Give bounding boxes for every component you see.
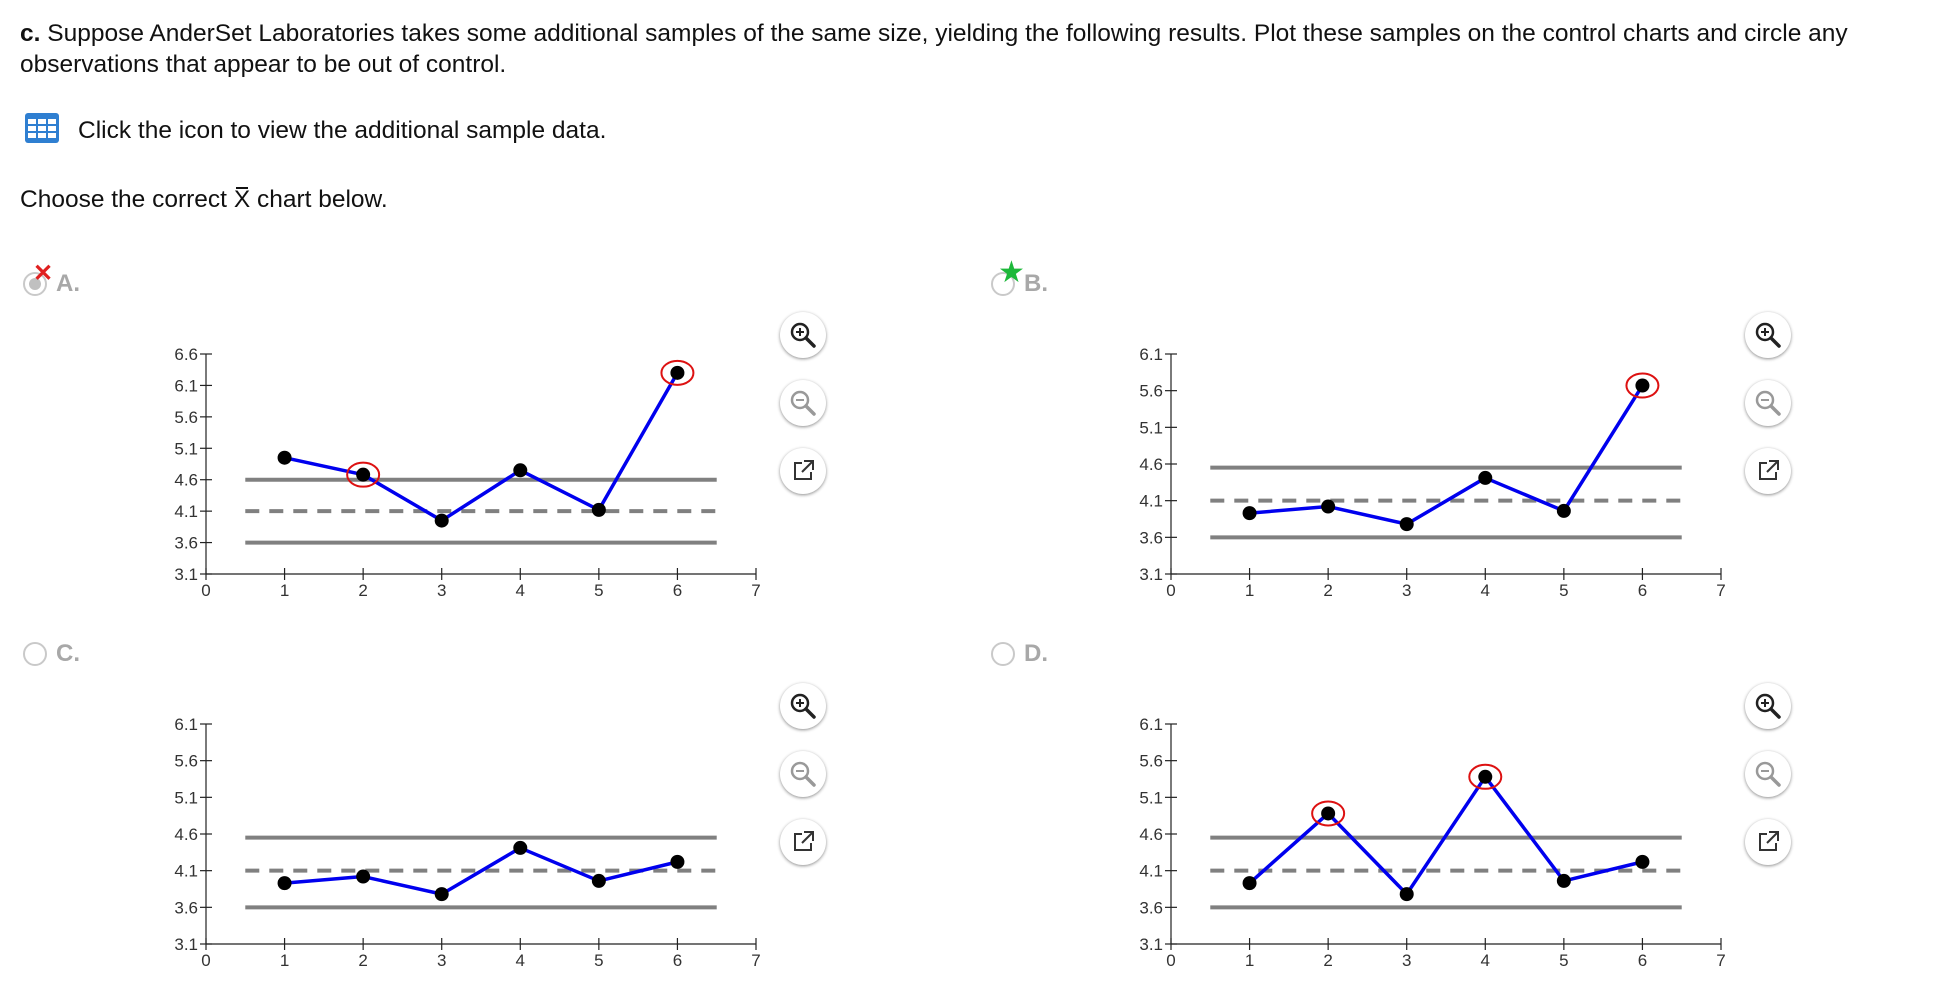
data-point <box>1557 504 1571 518</box>
x-tick-label: 2 <box>1323 581 1333 600</box>
y-tick-label: 5.1 <box>1139 418 1163 438</box>
chart-option-d <box>1115 710 1735 970</box>
x-tick-label: 5 <box>594 951 604 970</box>
data-point <box>513 841 527 855</box>
question-part-label: c. <box>20 20 41 47</box>
xbar-symbol: X <box>233 186 251 213</box>
data-point <box>670 366 684 380</box>
zoom-in-icon <box>788 691 818 721</box>
option-b-radio[interactable] <box>990 256 1025 297</box>
option-c[interactable] <box>22 640 80 668</box>
x-tick-label: 5 <box>1559 581 1569 600</box>
series-line <box>1250 386 1643 525</box>
zoom-in-button[interactable] <box>780 312 826 358</box>
data-point <box>1400 517 1414 531</box>
chart-svg-c <box>150 710 770 970</box>
y-tick-label: 4.1 <box>1139 861 1163 881</box>
x-tick-label: 7 <box>1716 951 1726 970</box>
y-tick-label: 5.1 <box>174 439 198 459</box>
prompt-after: chart below. <box>250 186 388 213</box>
option-a-radio[interactable] <box>22 260 54 297</box>
series-line <box>285 373 678 521</box>
y-tick-label: 6.1 <box>174 715 198 734</box>
data-point <box>356 468 370 482</box>
additional-data-text: Click the icon to view the additional sample data. <box>78 116 607 144</box>
y-tick-label: 4.6 <box>1139 825 1163 844</box>
y-tick-label: 6.1 <box>1139 345 1163 364</box>
option-c-radio[interactable] <box>22 641 48 667</box>
data-point <box>1321 500 1335 514</box>
series-line <box>1250 777 1643 894</box>
option-d[interactable] <box>990 640 1048 668</box>
x-tick-label: 3 <box>1401 581 1412 600</box>
data-point <box>1557 874 1571 888</box>
zoom-in-icon <box>788 320 818 350</box>
x-tick-label: 3 <box>436 581 447 600</box>
y-tick-label: 4.1 <box>1139 491 1163 511</box>
option-d-radio[interactable] <box>990 641 1016 667</box>
data-point <box>1243 876 1257 890</box>
x-tick-label: 0 <box>201 581 211 600</box>
x-tick-label: 0 <box>201 951 211 970</box>
data-point <box>513 463 527 477</box>
tools-option-a <box>780 312 830 516</box>
y-tick-label: 3.6 <box>1139 898 1163 918</box>
y-tick-label: 5.6 <box>1139 751 1163 771</box>
red-x-icon: ✕ <box>33 260 54 287</box>
open-external-button[interactable] <box>780 448 826 494</box>
x-tick-label: 4 <box>515 581 526 600</box>
option-a[interactable] <box>22 260 80 298</box>
x-tick-label: 1 <box>1244 581 1255 600</box>
chart-option-a <box>150 340 770 600</box>
y-tick-label: 6.1 <box>174 376 198 396</box>
chart-svg-d <box>1115 710 1735 970</box>
y-tick-label: 4.6 <box>1139 455 1163 474</box>
x-tick-label: 4 <box>515 951 526 970</box>
x-tick-label: 1 <box>279 581 290 600</box>
y-tick-label: 3.6 <box>174 898 198 918</box>
zoom-out-button[interactable] <box>1745 380 1791 426</box>
data-point <box>1635 379 1649 393</box>
chart-svg-b <box>1115 340 1735 600</box>
x-tick-label: 2 <box>1323 951 1333 970</box>
y-tick-label: 5.6 <box>1139 381 1163 401</box>
open-external-button[interactable] <box>1745 819 1791 865</box>
y-tick-label: 3.1 <box>174 935 198 954</box>
x-tick-label: 5 <box>1559 951 1569 970</box>
y-tick-label: 4.6 <box>174 825 198 844</box>
zoom-in-icon <box>1753 320 1783 350</box>
x-tick-label: 6 <box>1637 951 1648 970</box>
y-tick-label: 3.1 <box>174 565 198 584</box>
y-tick-label: 3.1 <box>1139 935 1163 954</box>
x-tick-label: 0 <box>1166 581 1176 600</box>
data-point <box>356 870 370 884</box>
x-tick-label: 1 <box>1244 951 1255 970</box>
data-point <box>1478 770 1492 784</box>
y-tick-label: 6.1 <box>1139 715 1163 734</box>
y-tick-label: 6.6 <box>174 345 198 364</box>
open-external-button[interactable] <box>780 819 826 865</box>
data-point <box>1321 806 1335 820</box>
data-point <box>1243 506 1257 520</box>
open-external-icon <box>789 457 817 485</box>
x-tick-label: 0 <box>1166 951 1176 970</box>
y-tick-label: 4.1 <box>174 502 198 522</box>
data-point <box>435 887 449 901</box>
table-icon[interactable] <box>24 112 60 149</box>
question-body: Suppose AnderSet Laboratories takes some additional samples of the same size, yielding the following results. Plot these samples on the control charts and circle any observations that appear to be out of control. <box>20 20 1848 78</box>
data-point <box>1400 887 1414 901</box>
y-tick-label: 3.1 <box>1139 565 1163 584</box>
y-tick-label: 5.6 <box>174 751 198 771</box>
y-tick-label: 5.6 <box>174 407 198 427</box>
x-tick-label: 6 <box>1637 581 1648 600</box>
x-tick-label: 1 <box>279 951 290 970</box>
zoom-out-icon <box>1753 759 1783 789</box>
x-tick-label: 5 <box>594 581 604 600</box>
y-tick-label: 3.6 <box>174 533 198 553</box>
x-tick-label: 7 <box>751 951 761 970</box>
data-point <box>1478 471 1492 485</box>
x-tick-label: 4 <box>1480 581 1491 600</box>
chart-option-c <box>150 710 770 970</box>
open-external-icon <box>1754 828 1782 856</box>
chart-prompt <box>20 186 388 214</box>
y-tick-label: 3.6 <box>1139 528 1163 548</box>
question-text <box>20 18 1930 80</box>
zoom-out-button[interactable] <box>780 751 826 797</box>
zoom-out-button[interactable] <box>1745 751 1791 797</box>
y-tick-label: 5.1 <box>174 788 198 808</box>
data-point <box>592 503 606 517</box>
x-tick-label: 2 <box>358 951 368 970</box>
zoom-in-icon <box>1753 691 1783 721</box>
open-external-icon <box>789 828 817 856</box>
y-tick-label: 5.1 <box>1139 788 1163 808</box>
chart-svg-a <box>150 340 770 600</box>
data-point <box>1635 855 1649 869</box>
data-point <box>435 514 449 528</box>
zoom-in-button[interactable] <box>1745 683 1791 729</box>
x-tick-label: 4 <box>1480 951 1491 970</box>
prompt-before: Choose the correct <box>20 186 234 213</box>
zoom-out-button[interactable] <box>780 380 826 426</box>
zoom-out-icon <box>788 388 818 418</box>
x-tick-label: 6 <box>672 581 683 600</box>
x-tick-label: 2 <box>358 581 368 600</box>
data-point <box>592 874 606 888</box>
zoom-in-button[interactable] <box>780 683 826 729</box>
x-tick-label: 7 <box>1716 581 1726 600</box>
data-point <box>278 876 292 890</box>
option-c-label: C. <box>56 640 80 667</box>
option-a-label: A. <box>56 270 80 297</box>
green-star-icon: ★ <box>998 256 1025 289</box>
x-tick-label: 3 <box>436 951 447 970</box>
zoom-in-button[interactable] <box>1745 312 1791 358</box>
tools-option-c <box>780 683 830 887</box>
option-d-label: D. <box>1024 640 1048 667</box>
x-tick-label: 6 <box>672 951 683 970</box>
open-external-button[interactable] <box>1745 448 1791 494</box>
data-point <box>278 451 292 465</box>
tools-option-b <box>1745 312 1795 516</box>
zoom-out-icon <box>1753 388 1783 418</box>
tools-option-d <box>1745 683 1795 887</box>
data-point <box>670 855 684 869</box>
additional-data-link[interactable] <box>24 112 606 149</box>
open-external-icon <box>1754 457 1782 485</box>
x-tick-label: 7 <box>751 581 761 600</box>
y-tick-label: 4.6 <box>174 470 198 490</box>
option-b-label: B. <box>1024 270 1048 297</box>
option-b[interactable] <box>990 256 1048 298</box>
zoom-out-icon <box>788 759 818 789</box>
y-tick-label: 4.1 <box>174 861 198 881</box>
x-tick-label: 3 <box>1401 951 1412 970</box>
chart-option-b <box>1115 340 1735 600</box>
